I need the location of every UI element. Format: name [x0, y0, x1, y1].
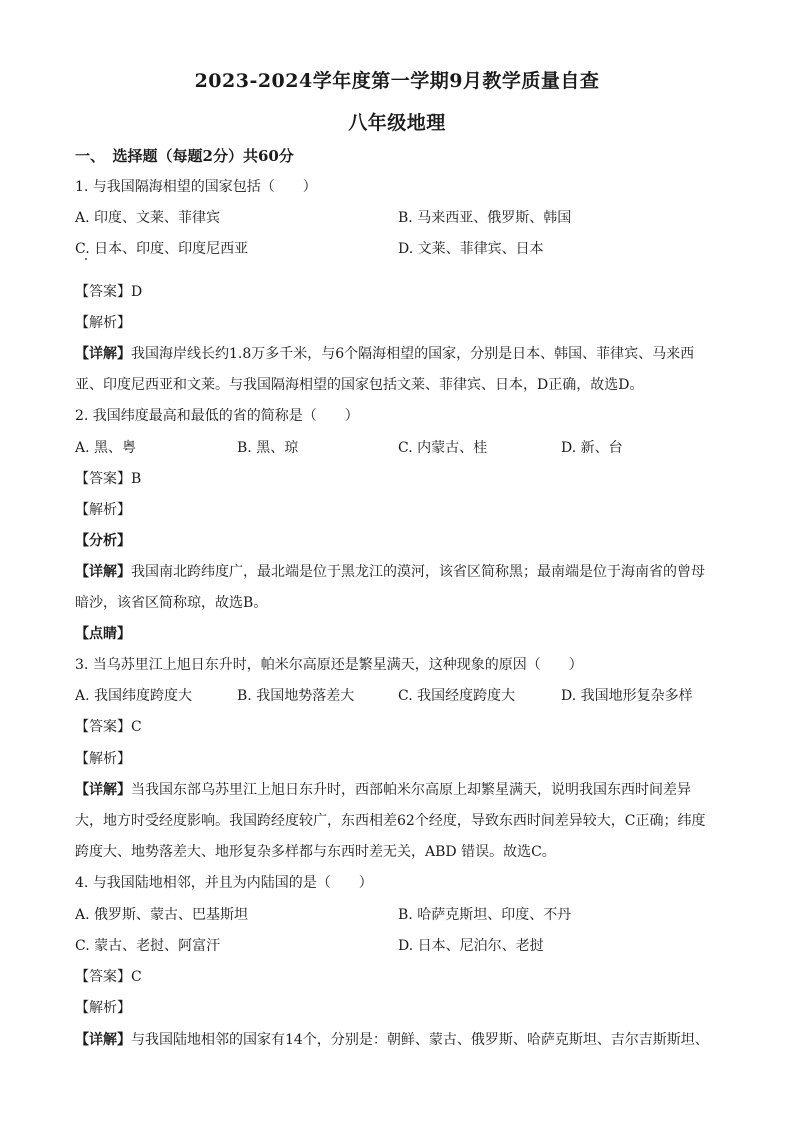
question-2-option-c: C. 内蒙古、桂: [398, 440, 488, 456]
question-3-option-a: A. 我国纬度跨度大: [75, 688, 193, 704]
question-4-option-c: C. 蒙古、老挝、阿富汗: [75, 938, 221, 954]
question-4-detail-line-1: [75, 1031, 715, 1049]
question-1-answer: [75, 283, 715, 301]
question-2-detail-line-2: 暗沙，该省区简称琼，故选B。: [75, 595, 268, 611]
question-2-option-a: A. 黑、粤: [75, 440, 137, 456]
question-2-stem: 2. 我国纬度最高和最低的省的简称是（ ）: [75, 408, 359, 424]
question-1-option-d: D. 文莱、菲律宾、日本: [398, 241, 544, 257]
question-4-option-a: A. 俄罗斯、蒙古、巴基斯坦: [75, 907, 249, 923]
answer-label: 【答案】: [75, 969, 131, 985]
question-2-option-d: D. 新、台: [561, 440, 623, 456]
question-3-detail-line-1: [75, 781, 715, 799]
detail-text: 与我国陆地相邻的国家有14个，分别是：朝鲜、蒙古、俄罗斯、哈萨克斯坦、吉尔吉斯斯坦、: [131, 1032, 709, 1048]
question-4-analysis-label: 【解析】: [75, 1000, 131, 1016]
question-1-option-c: C. 日本、印度、印度尼西亚: [75, 241, 249, 257]
question-2-analysis-label: 【解析】: [75, 502, 131, 518]
question-1-detail-line-1: [75, 345, 715, 363]
answer-value: C: [131, 719, 142, 735]
question-3-stem: 3. 当乌苏里江上旭日东升时，帕米尔高原还是繁星满天，这种现象的原因（ ）: [75, 657, 583, 673]
answer-label: 【答案】: [75, 284, 131, 300]
detail-text: 我国南北跨纬度广，最北端是位于黑龙江的漠河，该省区简称黑；最南端是位于海南省的曾母: [131, 564, 705, 580]
document-subtitle: 八年级地理: [348, 112, 446, 134]
question-2-dianjing-label: 【点睛】: [75, 626, 131, 642]
question-3-option-b: B. 我国地势落差大: [237, 688, 355, 704]
question-1-detail-line-2: 亚、印度尼西亚和文莱。与我国隔海相望的国家包括文莱、菲律宾、日本，D正确，故选D。: [75, 377, 644, 393]
detail-label: 【详解】: [75, 1032, 131, 1048]
question-2-answer: [75, 470, 715, 488]
question-3-answer: [75, 718, 715, 736]
answer-value: D: [131, 284, 143, 300]
question-3-detail-line-2: 大，地方时受经度影响。我国跨经度较广，东西相差62个经度，导致东西时间差异较大，C正确；纬度: [75, 813, 706, 829]
question-4-option-b: B. 哈萨克斯坦、印度、不丹: [398, 907, 572, 923]
question-3-option-c: C. 我国经度跨度大: [398, 688, 516, 704]
stray-dot: [85, 258, 87, 260]
detail-label: 【详解】: [75, 564, 131, 580]
question-2-fenxi-label: 【分析】: [75, 533, 131, 549]
answer-label: 【答案】: [75, 471, 131, 487]
question-3-option-d: D. 我国地形复杂多样: [561, 688, 693, 704]
question-1-option-a: A. 印度、文莱、菲律宾: [75, 210, 221, 226]
answer-value: C: [131, 969, 142, 985]
question-1-analysis-label: 【解析】: [75, 315, 131, 331]
question-1-stem: 1. 与我国隔海相望的国家包括（ ）: [75, 179, 317, 195]
question-4-option-d: D. 日本、尼泊尔、老挝: [398, 938, 544, 954]
question-3-detail-line-3: 跨度大、地势落差大、地形复杂多样都与东西时差无关，ABD 错误。故选C。: [75, 844, 556, 860]
detail-text: 当我国东部乌苏里江上旭日东升时，西部帕米尔高原上却繁星满天，说明我国东西时间差异: [131, 782, 691, 798]
answer-value: B: [131, 471, 142, 487]
question-1-option-b: B. 马来西亚、俄罗斯、韩国: [398, 210, 572, 226]
section-heading: 一、 选择题（每题2分）共60分: [75, 147, 294, 165]
detail-label: 【详解】: [75, 346, 131, 362]
question-4-answer: [75, 968, 715, 986]
answer-label: 【答案】: [75, 719, 131, 735]
document-title: 2023-2024学年度第一学期9月教学质量自查: [194, 70, 600, 92]
question-2-detail-line-1: [75, 563, 715, 581]
question-4-stem: 4. 与我国陆地相邻，并且为内陆国的是（ ）: [75, 875, 373, 891]
question-2-option-b: B. 黑、琼: [237, 440, 299, 456]
question-3-analysis-label: 【解析】: [75, 751, 131, 767]
detail-label: 【详解】: [75, 782, 131, 798]
detail-text: 我国海岸线长约1.8万多千米，与6个隔海相望的国家，分别是日本、韩国、菲律宾、马来西: [131, 346, 695, 362]
